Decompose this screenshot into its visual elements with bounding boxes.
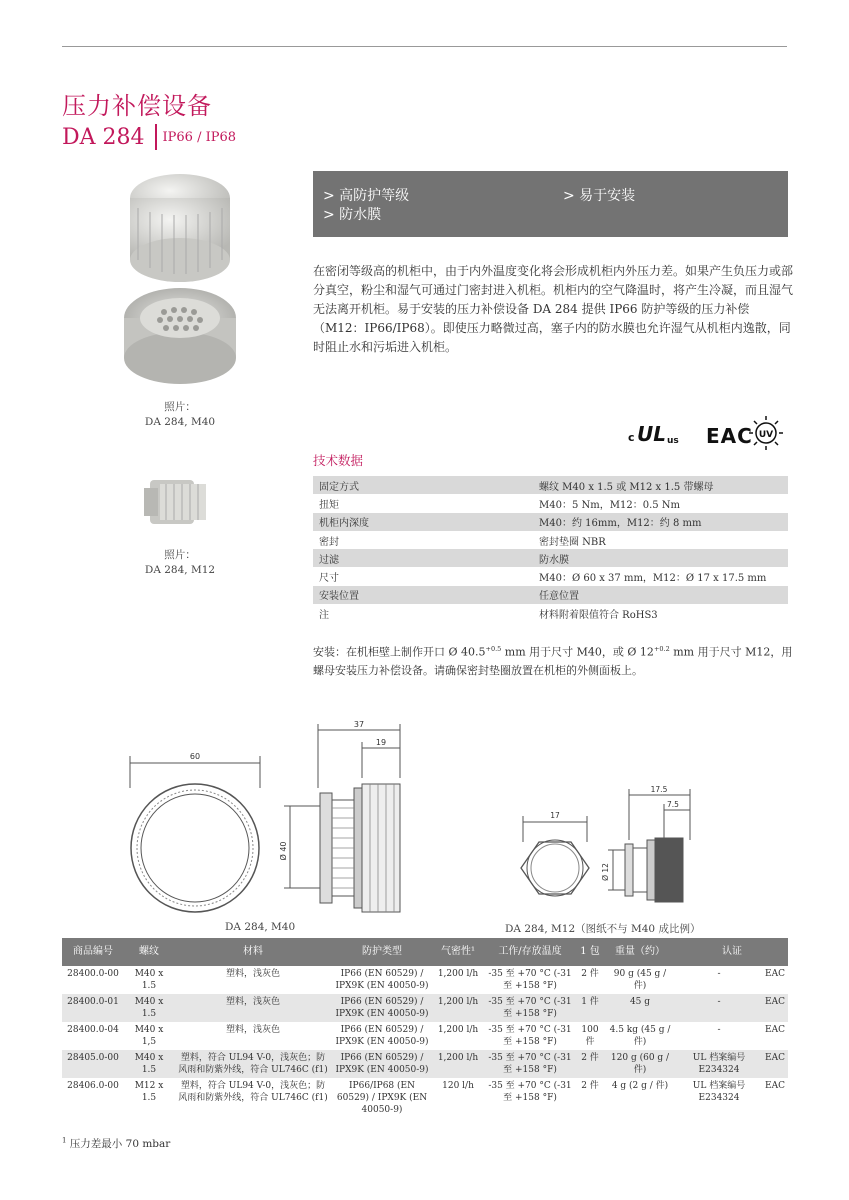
cell-material: 塑料，浅灰色: [174, 994, 332, 1022]
ul-us: us: [667, 436, 679, 446]
col-material: 材料: [174, 938, 332, 966]
cell-material: 塑料，浅灰色: [225, 969, 280, 979]
col-temperature: 工作/存放温度: [484, 938, 576, 966]
drawing-caption-m12: DA 284, M12（图纸不与 M40 成比例）: [505, 923, 701, 935]
cell-airflow: 1,200 l/h: [437, 969, 479, 979]
cell-article-no: 28400.0-01: [62, 994, 124, 1022]
cell-thread: M40 x 1,5: [134, 1025, 164, 1047]
col-weight: 重量（约）: [604, 938, 676, 966]
dim-60: 60: [189, 752, 201, 761]
spec-key: 过滤: [319, 554, 339, 566]
dim-o12: Ø 12: [601, 863, 610, 881]
cell-airflow: 1,200 l/h: [437, 1025, 479, 1035]
photo-caption-m40: [110, 400, 250, 430]
spec-key: 注: [319, 609, 329, 621]
product-row: [62, 994, 788, 1022]
install-text-2: mm 用于尺寸 M40，或 Ø 12: [501, 645, 654, 659]
spec-row: [313, 604, 788, 622]
spec-value: 任意位置: [539, 591, 579, 603]
cell-eac: EAC: [762, 994, 788, 1022]
product-description: 在密闭等级高的机柜中，由于内外温度变化将会形成机柜内外压力差。如果产生负压力或部分真空，粉尘和湿气可通过门密封进入机柜。机柜内的空气降温时，将产生冷凝，而且湿气无法离开机柜。易于安装的压力补偿设备 DA 284 提供 IP66 防护等级的压力补偿（M12：IP66/IP68）。即使压力略微过高，塞子内的防水膜也允许湿气从机柜内逸散，同时阻止水和污垢进入机柜。: [313, 264, 794, 354]
cell-protection: IP66 (EN 60529) / IPX9K (EN 40050-9): [335, 1025, 429, 1047]
feature-membrane: > 防水膜: [323, 207, 382, 223]
cell-protection: IP66 (EN 60529) / IPX9K (EN 40050-9): [332, 1050, 432, 1078]
product-row: [62, 1022, 788, 1050]
caption-model: DA 284, M12: [144, 564, 216, 576]
spec-value: 密封垫圈 NBR: [539, 536, 606, 548]
install-text-3: mm 用于尺寸 M12，用螺母安装压力补偿设备。请确保密封垫圈放置在机柜的外侧面板上。: [313, 645, 793, 677]
cell-pack: 2 件: [581, 969, 599, 979]
dimension-drawing-m40: [120, 718, 420, 918]
spec-value: M40：5 Nm，M12：0.5 Nm: [539, 499, 681, 511]
title-divider: [155, 124, 157, 150]
product-photo-m40: [120, 168, 240, 393]
features-box: [313, 171, 788, 237]
model-name: DA 284: [62, 124, 145, 150]
cell-ul: UL 档案编号 E234324: [676, 1050, 762, 1078]
cell-ul: -: [717, 1025, 721, 1035]
spec-value: M40：Ø 60 x 37 mm，M12：Ø 17 x 17.5 mm: [539, 573, 767, 585]
top-rule: [62, 46, 787, 47]
dimension-drawing-m12: [505, 780, 705, 915]
cell-weight: 120 g (60 g / 件): [604, 1050, 676, 1078]
cell-weight: 4.5 kg (45 g / 件): [609, 1025, 671, 1047]
spec-value: 材料附着限值符合 RoHS3: [539, 609, 658, 621]
spec-value: M40：约 16mm，M12：约 8 mm: [539, 518, 702, 530]
cell-article-no: 28400.0-00: [67, 969, 119, 979]
footnote-marker: 1: [62, 1136, 67, 1145]
cell-temperature: -35 至 +70 °C (-31 至 +158 °F): [488, 1025, 572, 1047]
cell-protection: IP66 (EN 60529) / IPX9K (EN 40050-9): [335, 969, 429, 991]
col-approvals: 认证: [676, 938, 788, 966]
cell-article-no: 28406.0-00: [67, 1081, 119, 1091]
spec-value: 螺纹 M40 x 1.5 或 M12 x 1.5 带螺母: [539, 481, 714, 493]
ul-c: c: [628, 431, 635, 444]
cell-thread: M12 x 1.5: [134, 1081, 164, 1103]
cell-ul: -: [676, 994, 762, 1022]
col-airflow: 气密性¹: [432, 938, 484, 966]
product-row: [62, 966, 788, 994]
certification-marks: [626, 413, 788, 453]
product-photo-m12: [140, 470, 220, 540]
feature-protection: > 高防护等级: [323, 188, 410, 204]
caption-model: DA 284, M40: [144, 416, 216, 428]
col-article-no: 商品编号: [62, 938, 124, 966]
cell-thread: M40 x 1.5: [134, 969, 164, 991]
eac-mark: EAC: [706, 424, 753, 448]
products-table: [62, 938, 788, 1118]
spec-row: [313, 476, 788, 494]
install-text-1: 安装：在机柜壁上制作开口 Ø 40.5: [313, 645, 486, 659]
cell-thread: M40 x 1.5: [124, 1050, 174, 1078]
cell-airflow: 1,200 l/h: [432, 1050, 484, 1078]
dim-37: 37: [353, 720, 365, 729]
cell-eac: EAC: [765, 969, 785, 979]
spec-key: 扭矩: [319, 499, 339, 511]
cell-weight: 4 g (2 g / 件): [611, 1081, 669, 1091]
drawing-caption-m40: DA 284, M40: [225, 921, 296, 933]
dim-19: 19: [375, 738, 387, 747]
ul-mark: [628, 422, 679, 446]
spec-value: 防水膜: [539, 554, 569, 566]
cell-material: 塑料，符合 UL94 V-0，浅灰色；防风雨和防紫外线，符合 UL746C (f1): [178, 1081, 328, 1103]
cell-eac: EAC: [765, 1081, 785, 1091]
spec-row: [313, 549, 788, 567]
spec-key: 机柜内深度: [319, 518, 369, 530]
product-row: [62, 1050, 788, 1078]
model-title: [62, 124, 236, 150]
ul-letters: UL: [637, 422, 666, 446]
cell-pack: 2 件: [581, 1081, 599, 1091]
dim-17-5: 17.5: [650, 785, 668, 794]
feature-install: > 易于安装: [563, 188, 636, 204]
cell-airflow: 1,200 l/h: [432, 994, 484, 1022]
cell-material: 塑料，符合 UL94 V-0，浅灰色；防风雨和防紫外线，符合 UL746C (f1): [174, 1050, 332, 1078]
cell-protection: IP66/IP68 (EN 60529) / IPX9K (EN 40050-9): [336, 1081, 428, 1115]
install-tolerance-1: +0.5: [485, 645, 502, 653]
photo-caption-m12: [110, 548, 250, 578]
page-title: 压力补偿设备: [62, 92, 212, 120]
col-protection: 防护类型: [332, 938, 432, 966]
cell-temperature: -35 至 +70 °C (-31 至 +158 °F): [488, 1081, 572, 1103]
uv-text: UV: [758, 430, 774, 440]
uv-mark: [749, 416, 783, 450]
cell-weight: 90 g (45 g / 件): [613, 969, 667, 991]
spec-row: [313, 494, 788, 512]
cell-thread: M40 x 1.5: [124, 994, 174, 1022]
spec-key: 安装位置: [319, 591, 359, 603]
dim-o40: Ø 40: [279, 841, 288, 861]
spec-key: 密封: [319, 536, 339, 548]
col-thread: 螺纹: [124, 938, 174, 966]
spec-key: 尺寸: [319, 573, 339, 585]
spec-row: [313, 586, 788, 604]
cell-ul: UL 档案编号 E234324: [692, 1081, 746, 1103]
cell-weight: 45 g: [604, 994, 676, 1022]
spec-row: [313, 531, 788, 549]
cell-pack: 1 件: [576, 994, 604, 1022]
products-header-row: [62, 938, 788, 966]
cell-airflow: 120 l/h: [442, 1081, 474, 1091]
tech-data-title: 技术数据: [313, 453, 364, 468]
spec-key: 固定方式: [319, 481, 359, 493]
cell-pack: 100 件: [581, 1025, 599, 1047]
col-pack: 1 包: [576, 938, 604, 966]
spec-table: [313, 476, 788, 622]
protection-ratings: IP66 / IP68: [162, 129, 237, 145]
footnote: [62, 1136, 170, 1151]
install-note: [313, 640, 793, 680]
cell-pack: 2 件: [576, 1050, 604, 1078]
dim-7-5: 7.5: [667, 800, 679, 809]
cell-temperature: -35 至 +70 °C (-31 至 +158 °F): [484, 1050, 576, 1078]
caption-label: 照片：: [164, 549, 196, 561]
cell-temperature: -35 至 +70 °C (-31 至 +158 °F): [484, 994, 576, 1022]
install-tolerance-2: +0.2: [653, 645, 670, 653]
cell-article-no: 28400.0-04: [67, 1025, 119, 1035]
cell-material: 塑料，浅灰色: [225, 1025, 280, 1035]
spec-row: [313, 513, 788, 531]
caption-label: 照片：: [164, 401, 196, 413]
product-row: [62, 1078, 788, 1118]
footnote-text: 压力差最小 70 mbar: [66, 1138, 171, 1150]
cell-protection: IP66 (EN 60529) / IPX9K (EN 40050-9): [332, 994, 432, 1022]
cell-temperature: -35 至 +70 °C (-31 至 +158 °F): [488, 969, 572, 991]
cell-ul: -: [717, 969, 721, 979]
spec-row: [313, 567, 788, 585]
dim-17: 17: [550, 811, 560, 820]
cell-eac: EAC: [765, 1025, 785, 1035]
cell-eac: EAC: [762, 1050, 788, 1078]
cell-article-no: 28405.0-00: [62, 1050, 124, 1078]
